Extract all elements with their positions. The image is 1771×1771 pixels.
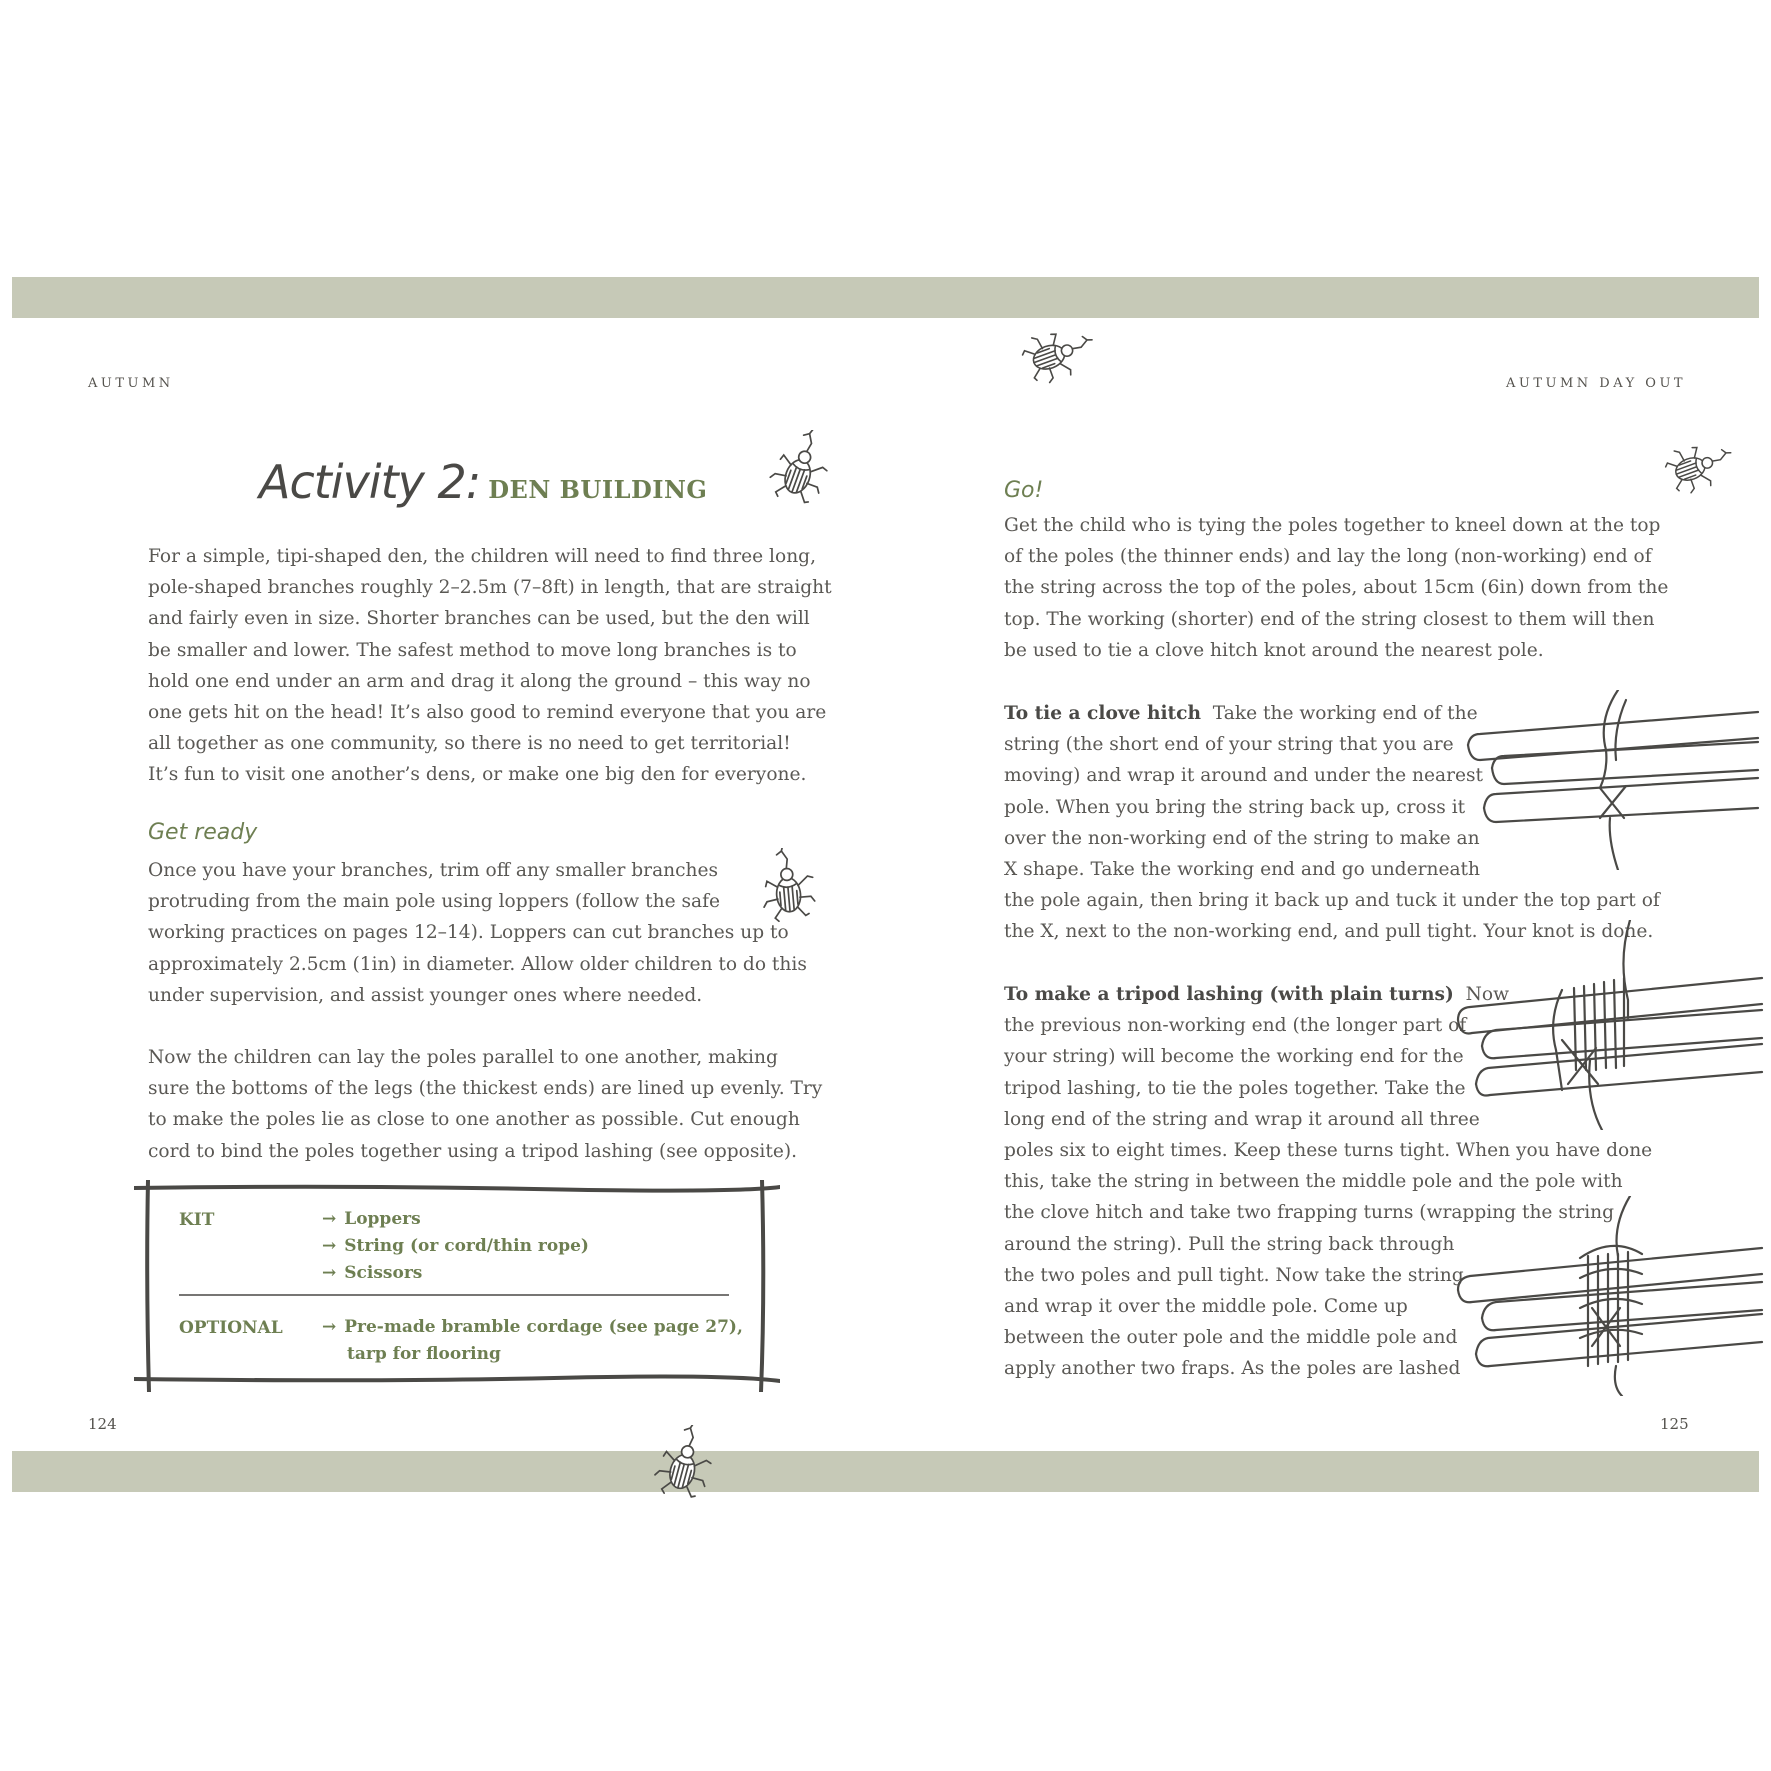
text-line: the X, next to the non-working end, and pull tight. Your knot is done.: [1004, 921, 1654, 943]
text-line: apply another two fraps. As the poles are lashed: [1004, 1358, 1461, 1380]
activity-title-caps: DEN BUILDING: [488, 475, 708, 504]
poles-frapping-illustration: [1452, 1196, 1768, 1396]
text-line: tripod lashing, to tie the poles together. Take the: [1004, 1077, 1466, 1099]
text-line: top. The working (shorter) end of the string closest to them will then: [1004, 608, 1655, 630]
get-ready-paragraph-1: [148, 855, 807, 1011]
get-ready-paragraph-2: [148, 1042, 822, 1167]
text-line: and wrap it over the middle pole. Come up: [1004, 1296, 1408, 1318]
text-line: hold one end under an arm and drag it along the ground – this way no: [148, 670, 811, 692]
text-line: be used to tie a clove hitch knot around the nearest pole.: [1004, 639, 1544, 661]
beetle-icon: [1015, 325, 1095, 385]
text-line: between the outer pole and the middle pole and: [1004, 1327, 1458, 1349]
clove-hitch-first-line: Take the working end of the: [1212, 703, 1478, 724]
beetle-icon: [760, 430, 840, 510]
text-line: the string across the top of the poles, about 15cm (6in) down from the: [1004, 577, 1669, 599]
text-line: over the non-working end of the string to make an: [1004, 827, 1480, 849]
text-line: approximately 2.5cm (1in) in diameter. Allow older children to do this: [148, 953, 807, 975]
text-line: working practices on pages 12–14). Loppers can cut branches up to: [148, 922, 789, 944]
text-line: be smaller and lower. The safest method to move long branches is to: [148, 639, 797, 661]
kit-box: [134, 1180, 780, 1392]
running-head-right: AUTUMN DAY OUT: [1506, 376, 1687, 391]
top-band: [12, 277, 1759, 318]
text-line: For a simple, tipi-shaped den, the children will need to find three long,: [148, 546, 816, 567]
running-head-left: AUTUMN: [88, 376, 174, 391]
text-line: the pole again, then bring it back up and tuck it under the top part of: [1004, 890, 1660, 912]
optional-label: OPTIONAL: [179, 1318, 283, 1338]
bottom-band: [12, 1451, 1759, 1492]
text-line: the previous non-working end (the longer part of: [1004, 1015, 1467, 1037]
kit-items: [322, 1206, 589, 1287]
text-line: cord to bind the poles together using a tripod lashing (see opposite).: [148, 1140, 797, 1162]
text-line: one gets hit on the head! It’s also good to remind everyone that you are: [148, 702, 827, 724]
text-line: moving) and wrap it around and under the nearest: [1004, 765, 1484, 787]
text-line: poles six to eight times. Keep these turns tight. When you have done: [1004, 1140, 1653, 1162]
text-line: all together as one community, so there is no need to get territorial!: [148, 733, 791, 755]
go-paragraph: [1004, 510, 1668, 666]
activity-title: [259, 455, 707, 509]
text-line: and fairly even in size. Shorter branches can be used, but the den will: [148, 608, 810, 630]
text-line: around the string). Pull the string back through: [1004, 1233, 1455, 1255]
text-line: protruding from the main pole using loppers (follow the safe: [148, 891, 720, 913]
text-line: the two poles and pull tight. Now take the string: [1004, 1264, 1464, 1286]
text-line: to make the poles lie as close to one another as possible. Cut enough: [148, 1109, 800, 1131]
kit-item: → Scissors: [322, 1260, 589, 1287]
text-line: X shape. Take the working end and go underneath: [1004, 859, 1480, 881]
activity-title-script: Activity 2:: [259, 455, 481, 509]
poles-clove-hitch-illustration: [1458, 690, 1768, 870]
kit-item: → String (or cord/thin rope): [322, 1233, 589, 1260]
beetle-icon: [1656, 432, 1736, 502]
poles-lashing-illustration: [1452, 920, 1768, 1130]
text-line: It’s fun to visit one another’s dens, or make one big den for everyone.: [148, 764, 807, 786]
text-line: this, take the string in between the middle pole and the pole with: [1004, 1171, 1623, 1193]
tripod-first-line: Now: [1465, 984, 1510, 1005]
text-line: Now the children can lay the poles parallel to one another, making: [148, 1047, 778, 1068]
tripod-heading: To make a tripod lashing (with plain turns): [1004, 984, 1454, 1005]
clove-hitch-heading: To tie a clove hitch: [1004, 703, 1201, 724]
text-line: long end of the string and wrap it around all three: [1004, 1108, 1480, 1130]
text-line: sure the bottoms of the legs (the thickest ends) are lined up evenly. Try: [148, 1078, 823, 1100]
text-line: pole-shaped branches roughly 2–2.5m (7–8ft) in length, that are straight: [148, 577, 832, 599]
optional-items: [322, 1314, 743, 1368]
intro-paragraph: [148, 541, 832, 791]
page-number-right: 125: [1660, 1415, 1689, 1433]
text-line: of the poles (the thinner ends) and lay the long (non-working) end of: [1004, 546, 1652, 568]
go-heading: Go!: [1004, 478, 1044, 503]
text-line: under supervision, and assist younger ones where needed.: [148, 984, 703, 1006]
beetle-icon: [644, 1425, 724, 1505]
get-ready-heading: Get ready: [148, 820, 258, 845]
text-line: your string) will become the working end for the: [1004, 1046, 1464, 1068]
text-line: pole. When you bring the string back up, cross it: [1004, 796, 1466, 818]
text-line: the clove hitch and take two frapping turns (wrapping the string: [1004, 1202, 1615, 1224]
page-number-left: 124: [88, 1415, 117, 1433]
kit-item: → Loppers: [322, 1206, 589, 1233]
optional-item-continued: tarp for flooring: [347, 1344, 501, 1364]
text-line: Once you have your branches, trim off any smaller branches: [148, 860, 719, 881]
optional-item: → Pre-made bramble cordage (see page 27),: [322, 1314, 743, 1341]
kit-label: KIT: [179, 1210, 215, 1230]
text-line: Get the child who is tying the poles together to kneel down at the top: [1004, 515, 1661, 536]
text-line: string (the short end of your string that you are: [1004, 734, 1454, 756]
